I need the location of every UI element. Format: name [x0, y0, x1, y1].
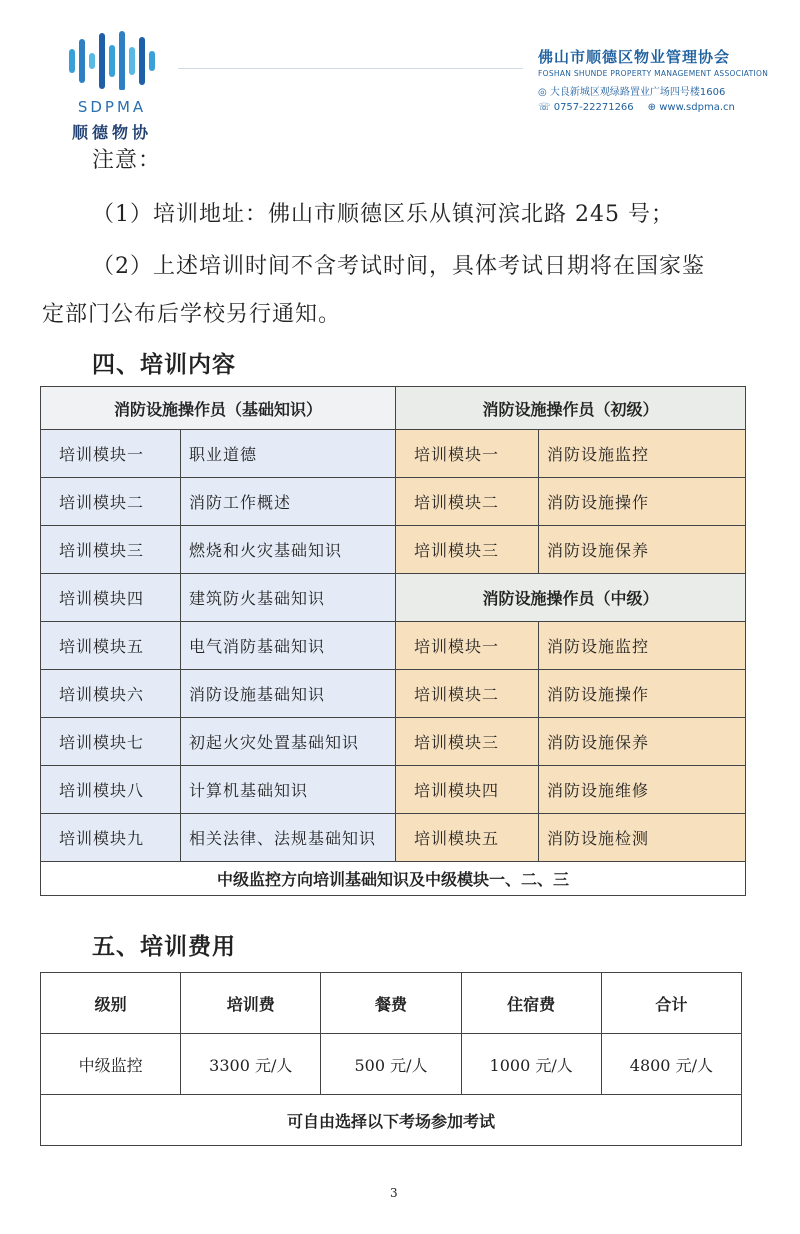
- table-row: 培训模块九 相关法律、法规基础知识 培训模块五 消防设施检测: [41, 814, 746, 862]
- training-content-table: [40, 386, 746, 896]
- table-row: 培训模块五 电气消防基础知识 培训模块一 消防设施监控: [41, 622, 746, 670]
- phone-icon: ☏: [538, 102, 551, 113]
- training-fee-table: [40, 972, 742, 1146]
- table-cell: 3300 元/人: [181, 1034, 321, 1095]
- location-pin-icon: ◎: [538, 87, 547, 98]
- basic-knowledge-header: 消防设施操作员（基础知识）: [41, 387, 396, 430]
- column-header: 住宿费: [461, 973, 601, 1034]
- table-cell: 中级监控: [41, 1034, 181, 1095]
- letterhead: [0, 0, 800, 150]
- org-contact: [538, 102, 778, 113]
- section-5-title: 五、培训费用: [92, 933, 236, 960]
- note-item-2-line-2: 定部门公布后学校另行通知。: [42, 302, 342, 327]
- table-row: 培训模块六 消防设施基础知识 培训模块二 消防设施操作: [41, 670, 746, 718]
- fee-table-note: 可自由选择以下考场参加考试: [41, 1095, 742, 1146]
- logo-chinese-name: 顺德物协: [71, 123, 152, 142]
- logo: [62, 30, 162, 140]
- header-divider: [178, 68, 523, 69]
- table-row: 培训模块一 职业道德 培训模块一 消防设施监控: [41, 430, 746, 478]
- logo-text: SDPMA: [77, 98, 147, 116]
- section-4-title: 四、培训内容: [92, 351, 236, 378]
- table-cell: 500 元/人: [321, 1034, 461, 1095]
- note-item-2-line-1: （2）上述培训时间不含考试时间，具体考试日期将在国家鉴: [92, 254, 705, 279]
- table-cell: 4800 元/人: [601, 1034, 741, 1095]
- junior-level-header: 消防设施操作员（初级）: [396, 387, 746, 430]
- org-english-name: FOSHAN SHUNDE PROPERTY MANAGEMENT ASSOCIATION: [538, 69, 769, 78]
- column-header: 餐费: [321, 973, 461, 1034]
- organization-info: [538, 46, 778, 113]
- org-website: ⊕ www.sdpma.cn: [647, 102, 735, 113]
- table-row: 培训模块四 建筑防火基础知识 消防设施操作员（中级）: [41, 574, 746, 622]
- note-item-1: （1）培训地址：佛山市顺德区乐从镇河滨北路 245 号；: [92, 202, 674, 227]
- training-content-note: 中级监控方向培训基础知识及中级模块一、二、三: [41, 862, 746, 896]
- notes-title: 注意：: [92, 148, 162, 173]
- table-row: 培训模块七 初起火灾处置基础知识 培训模块三 消防设施保养: [41, 718, 746, 766]
- column-header: 级别: [41, 973, 181, 1034]
- org-chinese-name: 佛山市顺德区物业管理协会: [538, 48, 731, 66]
- globe-icon: ⊕: [647, 102, 657, 113]
- org-address: ◎ 大良新城区观绿路置业广场四号楼1606: [538, 87, 726, 98]
- page-number: 3: [390, 1186, 398, 1200]
- table-row: 培训模块三 燃烧和火灾基础知识 培训模块三 消防设施保养: [41, 526, 746, 574]
- table-header-row: [41, 973, 742, 1034]
- table-row: 培训模块二 消防工作概述 培训模块二 消防设施操作: [41, 478, 746, 526]
- table-row: [41, 1034, 742, 1095]
- logo-bars-icon: [68, 30, 158, 90]
- org-phone: ☏ 0757-22271266: [538, 102, 634, 113]
- column-header: 合计: [601, 973, 741, 1034]
- column-header: 培训费: [181, 973, 321, 1034]
- middle-level-header: 消防设施操作员（中级）: [396, 574, 746, 622]
- table-cell: 1000 元/人: [461, 1034, 601, 1095]
- table-row: 培训模块八 计算机基础知识 培训模块四 消防设施维修: [41, 766, 746, 814]
